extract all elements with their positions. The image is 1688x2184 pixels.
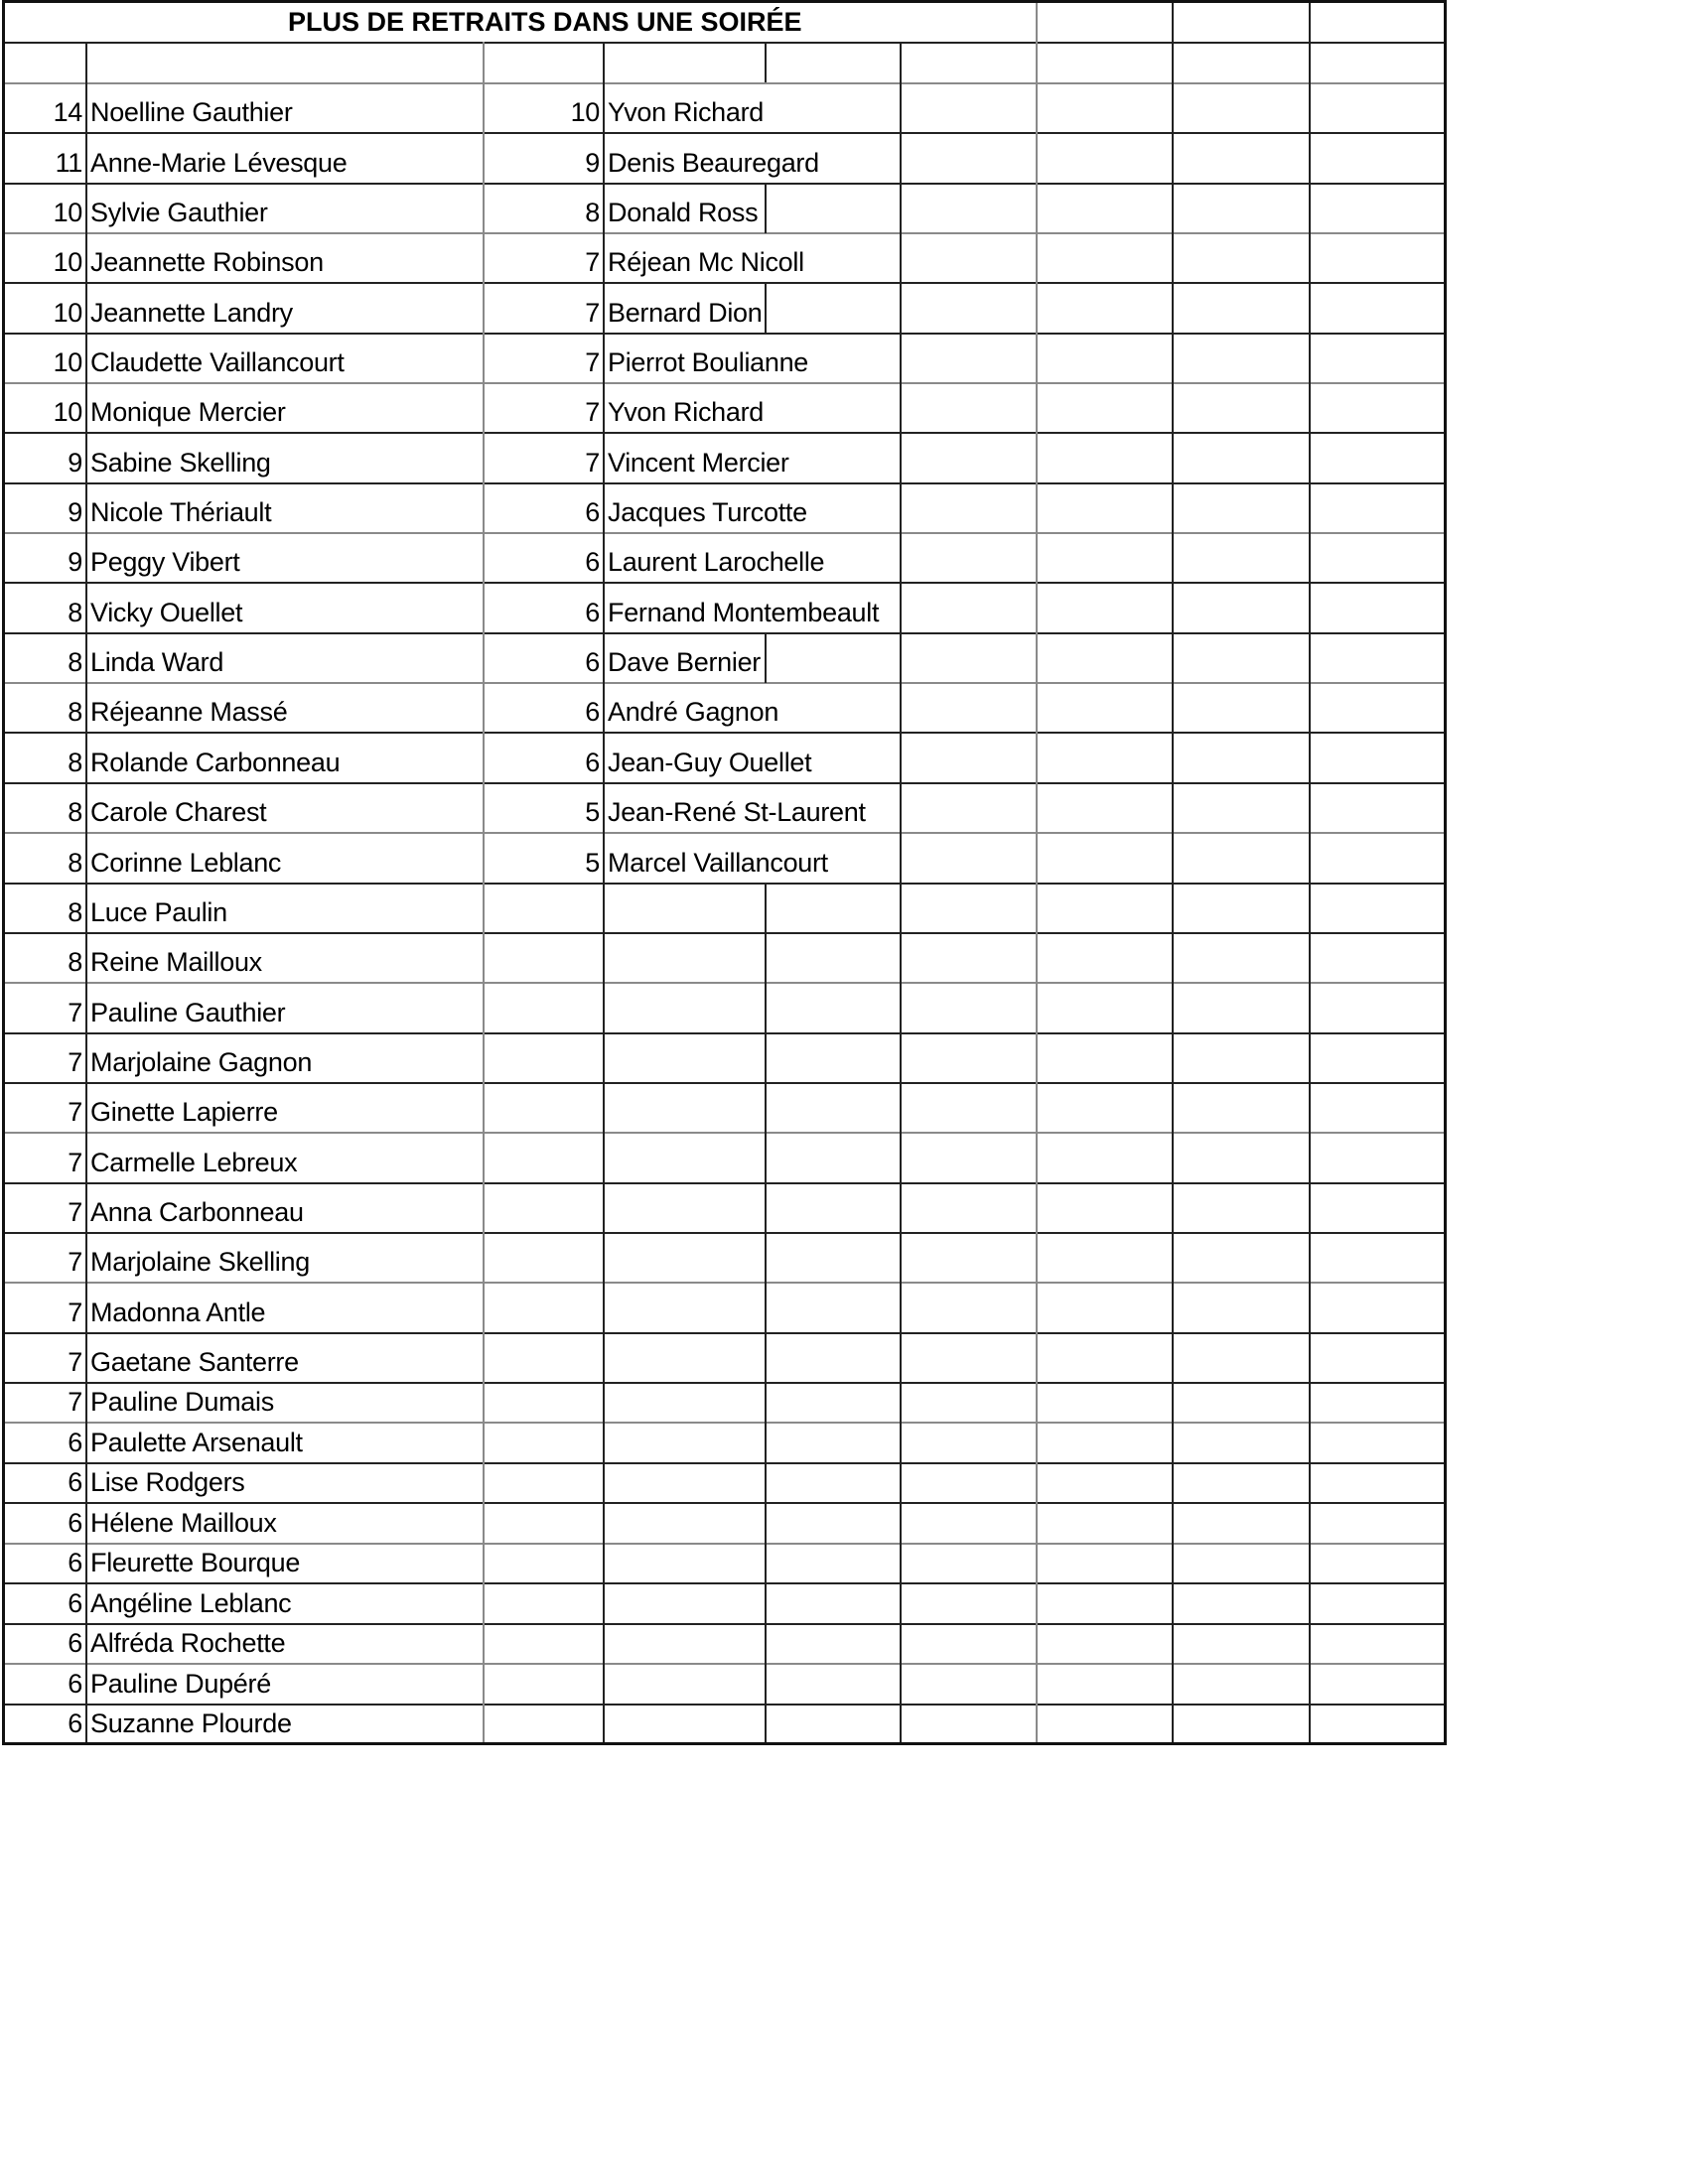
left-count-cell: 7 [68, 998, 82, 1027]
left-name-cell: Jeannette Robinson [90, 247, 324, 277]
left-name-cell: Hélene Mailloux [90, 1508, 277, 1538]
left-count-cell: 9 [68, 497, 82, 527]
left-name-cell: Carole Charest [90, 797, 267, 827]
left-name-cell: Anne-Marie Lévesque [90, 148, 348, 178]
left-count-cell: 6 [68, 1708, 82, 1738]
left-name-cell: Paulette Arsenault [90, 1428, 303, 1457]
left-name-cell: Suzanne Plourde [90, 1708, 292, 1738]
left-count-cell: 7 [68, 1097, 82, 1127]
right-name-cell: Laurent Larochelle [608, 547, 825, 577]
right-name-cell: Bernard Dion [608, 298, 763, 328]
left-name-cell: Pauline Gauthier [90, 998, 286, 1027]
right-count-cell: 7 [585, 397, 600, 427]
left-count-cell: 6 [68, 1628, 82, 1658]
right-count-cell: 6 [585, 748, 600, 777]
right-count-cell: 9 [585, 148, 600, 178]
left-name-cell: Jeannette Landry [90, 298, 293, 328]
left-count-cell: 7 [68, 1387, 82, 1417]
right-name-cell: Vincent Mercier [608, 448, 789, 478]
left-name-cell: Alfréda Rochette [90, 1628, 286, 1658]
left-name-cell: Pauline Dupéré [90, 1669, 271, 1699]
left-count-cell: 7 [68, 1247, 82, 1277]
right-name-cell: Marcel Vaillancourt [608, 848, 828, 878]
left-count-cell: 8 [68, 647, 82, 677]
right-count-cell: 6 [585, 497, 600, 527]
left-count-cell: 10 [53, 198, 82, 227]
right-name-cell: Jean-Guy Ouellet [608, 748, 812, 777]
left-name-cell: Linda Ward [90, 647, 224, 677]
left-count-cell: 6 [68, 1467, 82, 1497]
left-count-cell: 10 [53, 397, 82, 427]
right-count-cell: 6 [585, 697, 600, 727]
left-count-cell: 10 [53, 347, 82, 377]
right-name-cell: Denis Beauregard [608, 148, 819, 178]
right-count-cell: 6 [585, 647, 600, 677]
left-name-cell: Corinne Leblanc [90, 848, 282, 878]
right-name-cell: Dave Bernier [608, 647, 761, 677]
left-name-cell: Peggy Vibert [90, 547, 240, 577]
right-count-cell: 6 [585, 547, 600, 577]
right-name-cell: Yvon Richard [608, 397, 764, 427]
left-name-cell: Sylvie Gauthier [90, 198, 268, 227]
left-count-cell: 8 [68, 598, 82, 627]
left-count-cell: 8 [68, 697, 82, 727]
left-count-cell: 8 [68, 797, 82, 827]
right-count-cell: 6 [585, 598, 600, 627]
right-name-cell: Réjean Mc Nicoll [608, 247, 804, 277]
left-name-cell: Vicky Ouellet [90, 598, 243, 627]
table-border [2, 0, 1447, 1745]
left-name-cell: Gaetane Santerre [90, 1347, 299, 1377]
left-count-cell: 6 [68, 1508, 82, 1538]
left-name-cell: Anna Carbonneau [90, 1197, 304, 1227]
left-count-cell: 7 [68, 1148, 82, 1177]
left-count-cell: 6 [68, 1548, 82, 1577]
left-name-cell: Reine Mailloux [90, 947, 262, 977]
right-name-cell: Jacques Turcotte [608, 497, 807, 527]
left-name-cell: Ginette Lapierre [90, 1097, 278, 1127]
left-count-cell: 6 [68, 1588, 82, 1618]
left-name-cell: Fleurette Bourque [90, 1548, 301, 1577]
right-name-cell: Fernand Montembeault [608, 598, 880, 627]
left-name-cell: Monique Mercier [90, 397, 286, 427]
left-name-cell: Claudette Vaillancourt [90, 347, 345, 377]
right-name-cell: Donald Ross [608, 198, 759, 227]
right-count-cell: 8 [585, 198, 600, 227]
left-count-cell: 14 [53, 97, 82, 127]
right-count-cell: 5 [585, 848, 600, 878]
right-count-cell: 7 [585, 298, 600, 328]
left-count-cell: 6 [68, 1428, 82, 1457]
left-name-cell: Pauline Dumais [90, 1387, 274, 1417]
left-name-cell: Noelline Gauthier [90, 97, 293, 127]
left-name-cell: Madonna Antle [90, 1297, 266, 1327]
left-count-cell: 8 [68, 848, 82, 878]
left-name-cell: Luce Paulin [90, 897, 227, 927]
left-name-cell: Rolande Carbonneau [90, 748, 341, 777]
left-count-cell: 8 [68, 947, 82, 977]
left-count-cell: 7 [68, 1197, 82, 1227]
right-count-cell: 7 [585, 448, 600, 478]
left-name-cell: Angéline Leblanc [90, 1588, 292, 1618]
left-count-cell: 6 [68, 1669, 82, 1699]
left-count-cell: 10 [53, 247, 82, 277]
right-count-cell: 5 [585, 797, 600, 827]
right-count-cell: 7 [585, 347, 600, 377]
left-count-cell: 7 [68, 1297, 82, 1327]
left-name-cell: Marjolaine Skelling [90, 1247, 310, 1277]
left-name-cell: Sabine Skelling [90, 448, 271, 478]
right-count-cell: 10 [570, 97, 600, 127]
left-name-cell: Réjeanne Massé [90, 697, 288, 727]
left-count-cell: 8 [68, 897, 82, 927]
sheet-title: PLUS DE RETRAITS DANS UNE SOIRÉE [288, 7, 802, 37]
left-count-cell: 8 [68, 748, 82, 777]
left-name-cell: Lise Rodgers [90, 1467, 245, 1497]
left-count-cell: 11 [55, 148, 82, 178]
left-count-cell: 7 [68, 1347, 82, 1377]
right-name-cell: Yvon Richard [608, 97, 764, 127]
left-name-cell: Carmelle Lebreux [90, 1148, 298, 1177]
right-name-cell: Pierrot Boulianne [608, 347, 809, 377]
right-count-cell: 7 [585, 247, 600, 277]
left-count-cell: 7 [68, 1047, 82, 1077]
left-count-cell: 9 [68, 547, 82, 577]
left-count-cell: 10 [53, 298, 82, 328]
right-name-cell: André Gagnon [608, 697, 779, 727]
left-name-cell: Marjolaine Gagnon [90, 1047, 313, 1077]
left-count-cell: 9 [68, 448, 82, 478]
right-name-cell: Jean-René St-Laurent [608, 797, 866, 827]
left-name-cell: Nicole Thériault [90, 497, 272, 527]
